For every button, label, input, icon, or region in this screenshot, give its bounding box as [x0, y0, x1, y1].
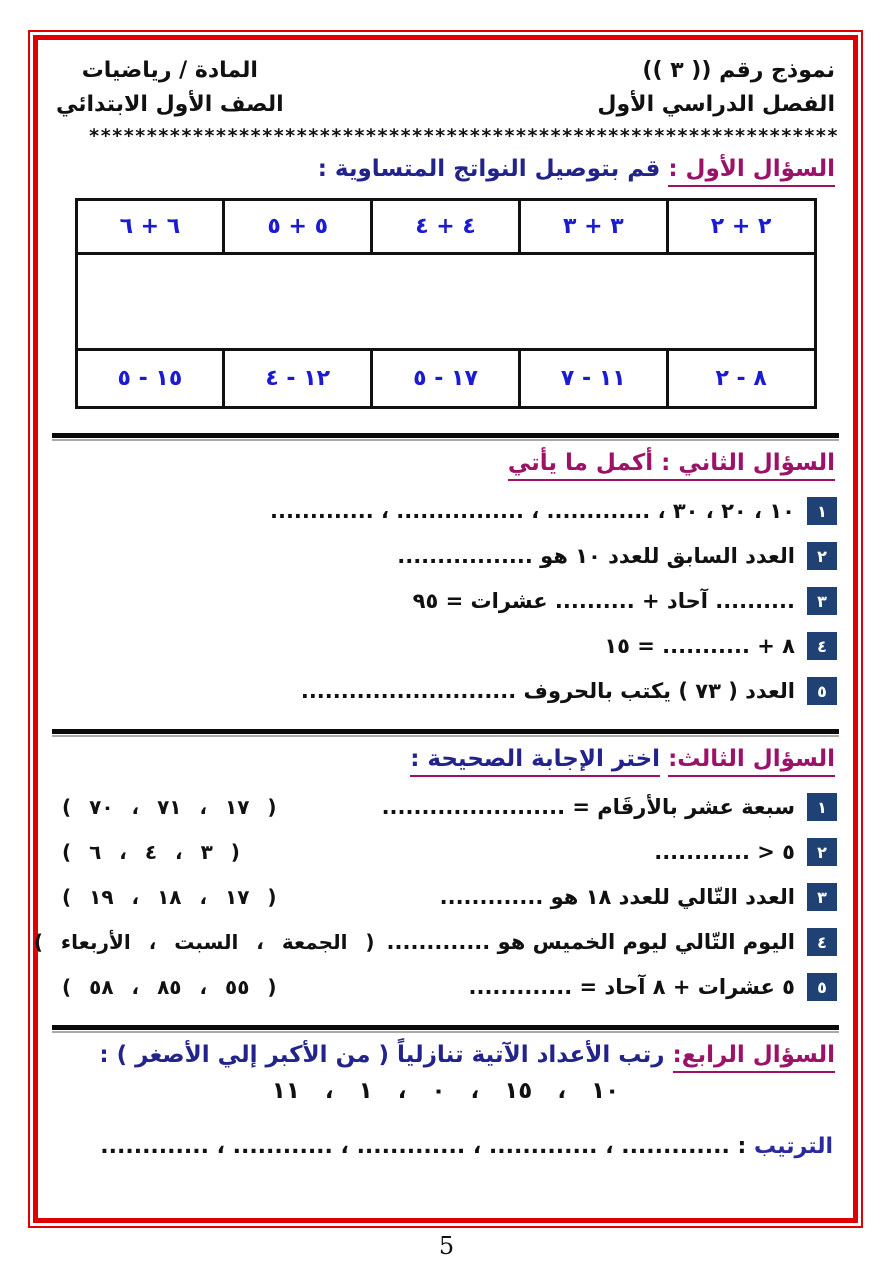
q3-title [50, 737, 841, 776]
diff-cell: ١٢ - ٤ [224, 350, 372, 408]
sum-cell: ٢ + ٢ [667, 200, 815, 254]
table-row-workspace [76, 254, 815, 350]
q2-title-label: السؤال الثاني : أكمل ما يأتي [508, 450, 835, 481]
q4-title-label: السؤال الرابع: [673, 1042, 835, 1073]
sum-cell: ٤ + ٤ [372, 200, 520, 254]
q1-title-text: قم بتوصيل النواتج المتساوية : [317, 156, 661, 183]
q4-numbers: ١٠ ، ١٥ ، ٠ ، ١ ، ١١ [271, 1078, 620, 1105]
q1-title-label: السؤال الأول : [668, 156, 835, 187]
question-text: سبعة عشر بالأرقَام = ....................... [381, 795, 795, 820]
choices-text: ( ١٧ ، ٧١ ، ٧٠ ) [62, 795, 277, 820]
section-divider [52, 433, 839, 441]
q2-item-3 [54, 587, 837, 615]
item-number-badge: ٢ [807, 542, 837, 570]
diff-cell: ١٧ - ٥ [372, 350, 520, 408]
sum-cell: ٥ + ٥ [224, 200, 372, 254]
item-number-badge: ١ [807, 793, 837, 821]
header-form-number: نموذج رقم (( ٣ )) [642, 58, 835, 83]
item-number-badge: ٣ [807, 587, 837, 615]
q2-item-1 [54, 497, 837, 525]
item-text: العدد السابق للعدد ١٠ هو ................. [397, 544, 795, 569]
question-text: ٥ عشرات + ٨ آحاد = ............. [468, 975, 795, 1000]
item-number-badge: ٣ [807, 883, 837, 911]
item-number-badge: ٤ [807, 928, 837, 956]
header-subject: المادة / رياضيات [81, 58, 258, 83]
item-text: ١٠ ، ٢٠ ، ٣٠ ، ............. ، ................ ، ............. [270, 499, 795, 524]
question-text: العدد التّالي للعدد ١٨ هو ............. [439, 885, 795, 910]
q2-item-2 [54, 542, 837, 570]
exam-header [50, 50, 841, 122]
item-text: العدد ( ٧٣ ) يكتب بالحروف ........................... [300, 679, 795, 704]
choices-text: ( الجمعة ، السبت ، الأربعاء ) [33, 930, 375, 955]
question-text: اليوم التّالي ليوم الخميس هو ............. [386, 930, 795, 955]
q3-title-label: السؤال الثالث: [668, 746, 835, 777]
page-number: 5 [438, 1232, 455, 1260]
ordering-label: الترتيب [754, 1134, 833, 1160]
header-grade: الصف الأول الابتدائي [56, 92, 284, 118]
diff-cell: ١٥ - ٥ [76, 350, 224, 408]
sum-cell: ٦ + ٦ [76, 200, 224, 254]
item-number-badge: ٢ [807, 838, 837, 866]
q3-item-1 [54, 793, 837, 821]
q2-item-4 [54, 632, 837, 660]
table-row-sums [76, 200, 815, 254]
q3-title-text: اختر الإجابة الصحيحة : [410, 746, 660, 777]
section-divider [52, 729, 839, 737]
item-number-badge: ٥ [807, 973, 837, 1001]
stars-divider: ***************************************************************** [89, 125, 839, 148]
section-divider [52, 1025, 839, 1033]
choices-text: ( ١٧ ، ١٨ ، ١٩ ) [62, 885, 277, 910]
diff-cell: ١١ - ٧ [519, 350, 667, 408]
q3-item-4 [33, 928, 837, 956]
q2-title [50, 441, 841, 480]
q1-title [50, 147, 841, 186]
choices-text: ( ٥٥ ، ٨٥ ، ٥٨ ) [62, 975, 277, 1000]
q4-title [50, 1033, 841, 1072]
choices-text: ( ٣ ، ٤ ، ٦ ) [62, 840, 240, 865]
table-row-differences [76, 350, 815, 408]
item-text: .......... آحاد + .......... عشرات = ٩٥ [412, 589, 795, 614]
item-number-badge: ٥ [807, 677, 837, 705]
item-text: ٨ + ........... = ١٥ [604, 634, 795, 659]
page-border-inner [33, 35, 858, 1223]
question-text: ٥ < ............ [654, 840, 795, 865]
diff-cell: ٨ - ٢ [667, 350, 815, 408]
q1-match-table [75, 198, 817, 409]
workspace-cell [76, 254, 815, 350]
header-semester: الفصل الدراسي الأول [597, 92, 835, 118]
page-border-outer [28, 30, 863, 1228]
q3-item-2 [54, 838, 837, 866]
q3-item-5 [54, 973, 837, 1001]
item-number-badge: ٤ [807, 632, 837, 660]
item-number-badge: ١ [807, 497, 837, 525]
ordering-blanks: : ............. ، ............. ، ............. ، ............ ، ............. [100, 1134, 747, 1160]
q4-title-text: رتب الأعداد الآتية تنازلياً ( من الأكبر إلي الأصغر ) : [99, 1042, 665, 1069]
q4-answer-line [58, 1134, 833, 1159]
q2-item-5 [54, 677, 837, 705]
q3-item-3 [54, 883, 837, 911]
sum-cell: ٣ + ٣ [519, 200, 667, 254]
